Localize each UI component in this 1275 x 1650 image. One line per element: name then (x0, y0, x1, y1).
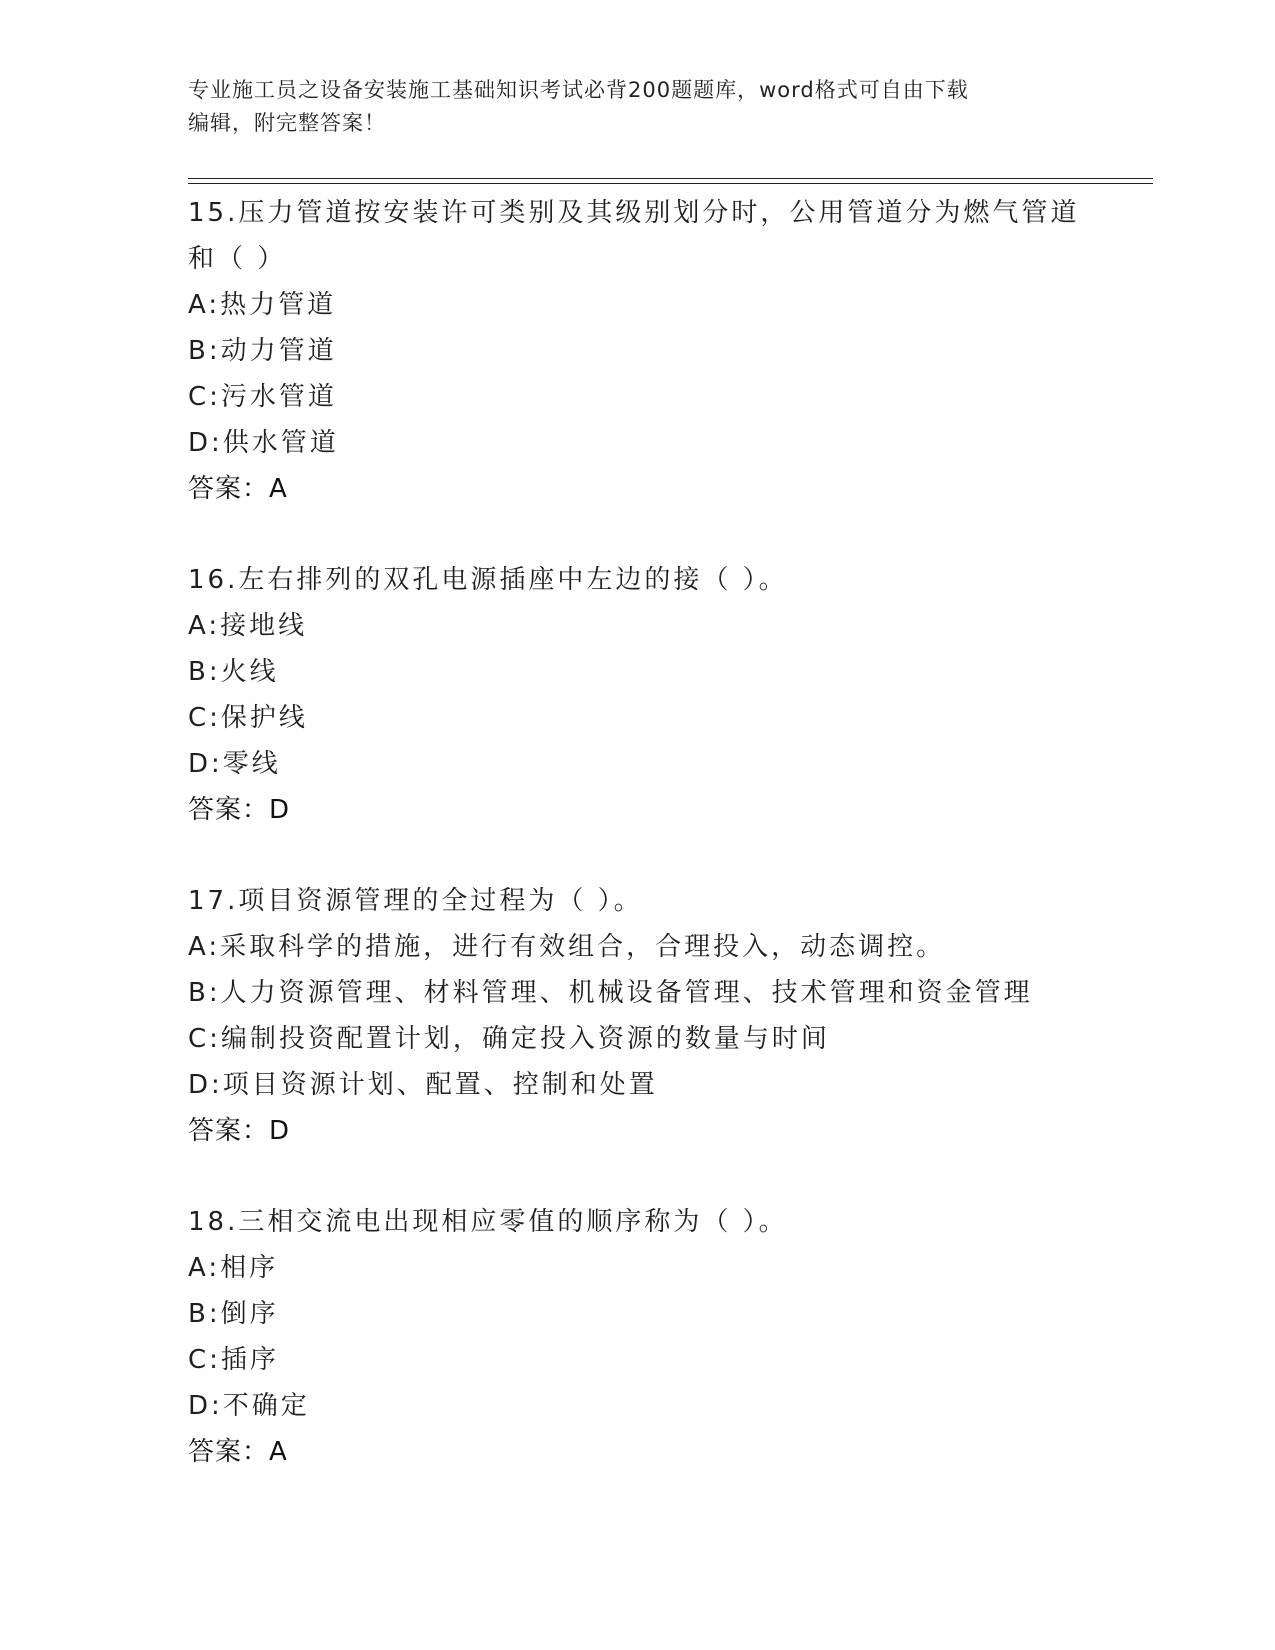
question-stem-continued: 和（ ） (188, 244, 287, 274)
question-stem: 18.三相交流电出现相应零值的顺序称为（ ）。 (188, 1207, 788, 1237)
header-line-1: 专业施工员之设备安装施工基础知识考试必背200题题库，word格式可自由下载 (188, 78, 969, 102)
option-b: B:火线 (188, 657, 279, 687)
option-a: A:接地线 (188, 611, 308, 641)
option-a: A:热力管道 (188, 290, 337, 320)
answer: 答案：A (188, 1437, 288, 1467)
option-d: D:零线 (188, 749, 281, 779)
question-list (188, 190, 1088, 1520)
question-stem: 17.项目资源管理的全过程为（ ）。 (188, 886, 643, 916)
question-17 (188, 878, 1088, 1154)
option-d: D:项目资源计划、配置、控制和处置 (188, 1070, 658, 1100)
option-b: B:动力管道 (188, 336, 337, 366)
question-16 (188, 557, 1088, 833)
option-c: C:保护线 (188, 703, 308, 733)
answer: 答案：D (188, 795, 291, 825)
option-a: A:采取科学的措施，进行有效组合，合理投入，动态调控。 (188, 932, 946, 962)
header-divider-bottom (188, 183, 1153, 184)
question-stem: 15.压力管道按安装许可类别及其级别划分时，公用管道分为燃气管道 (188, 198, 1080, 228)
question-18 (188, 1199, 1088, 1475)
header-line-2: 编辑，附完整答案！ (188, 111, 386, 135)
option-b: B:人力资源管理、材料管理、机械设备管理、技术管理和资金管理 (188, 978, 1033, 1008)
answer: 答案：D (188, 1116, 291, 1146)
document-header (188, 74, 1088, 140)
question-15 (188, 190, 1088, 512)
option-b: B:倒序 (188, 1299, 279, 1329)
option-d: D:供水管道 (188, 428, 339, 458)
question-stem: 16.左右排列的双孔电源插座中左边的接（ ）。 (188, 565, 788, 595)
option-c: C:插序 (188, 1345, 279, 1375)
option-c: C:编制投资配置计划，确定投入资源的数量与时间 (188, 1024, 830, 1054)
option-d: D:不确定 (188, 1391, 310, 1421)
answer: 答案：A (188, 474, 288, 504)
header-divider-top (188, 178, 1153, 179)
option-c: C:污水管道 (188, 382, 337, 412)
option-a: A:相序 (188, 1253, 279, 1283)
